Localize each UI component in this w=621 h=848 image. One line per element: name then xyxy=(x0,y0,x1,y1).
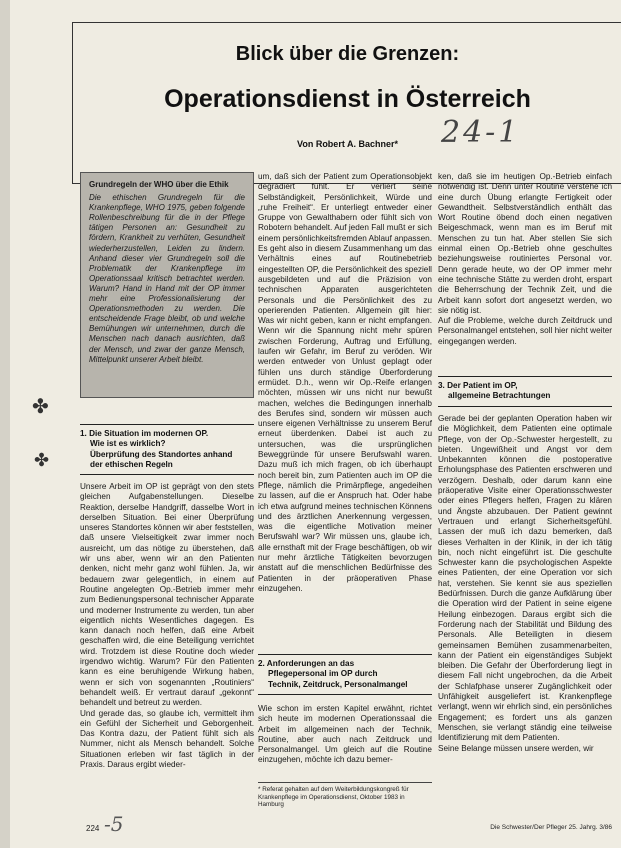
footnote: * Referat gehalten auf dem Weiterbildungskongreß für Krankenpflege im Operationsdienst, Oktober 1983 in Hamburg xyxy=(258,782,432,809)
column-3-body xyxy=(438,172,612,370)
section-heading-line: Überprüfung des Standortes anhand xyxy=(90,449,233,459)
box-text: Die ethischen Grundregeln für die Krankenpflege, WHO 1975, geben folgende Rollenbeschreibung für die in der Pflege tätigen Personen an: Gesundheit zu fördern, Krankheit zu verhüten, Gesundheit wiederherzustellen, Leiden zu lindern. Anhand dieser vier Grundregeln soll die Problematik der Krankenpflege im Operationssaal kritisch betrachtet werden. Warum? Hand in Hand mit der OP immer mehr eine Professionalisierung der Operationsmethoden zu werden. Die entscheidende Frage bleibt, ob und welche Bemühungen wir unternehmen, durch die Menschen nach danach ausrichten, daß der Mensch, und zwar der ganze Mensch, Mittelpunkt unserer Arbeit bleibt. xyxy=(89,193,245,364)
paragraph: Und gerade das, so glaube ich, vermittelt ihm ein Gefühl der Sicherheit und Geborgenheit. Das Kontra dazu, der Patient fühlt sich als Nummer, nicht als Mensch behandelt. Solche Situationen erleben wir fast täglich in der Praxis. Daraus ergibt wieder- xyxy=(80,708,254,770)
section-1-heading xyxy=(80,424,254,475)
handwritten-page-mark: -5 xyxy=(104,812,124,836)
section-heading-line: der ethischen Regeln xyxy=(90,459,173,469)
section-heading-line: allgemeine Betrachtungen xyxy=(448,391,551,401)
paragraph: Gerade bei der geplanten Operation haben wir die Möglichkeit, dem Patienten eine optimale Pflege, von der Op.-Schwester hergestellt, zu bieten. Ungewißheit und Angst vor dem Unbekannten können die postoperative Erholungsphase des Patienten erschweren und verzögern. Deshalb, oder darum kann eine präoperative Visite einer Operationsschwester oder eines Pflegers helfen, Fragen zu klären und Ängste abzubauen. Der Patient gewinnt Vertrauen und erlangt Sicherheitsgefühl. Lassen der muß ich dazu bemerken, daß dieses Verhalten in der Klinik, in der ich tätig bin, noch nicht eingeführt ist. Die geschulte Schwester kann die psychologischen Aspekte eines Patienten, der eine Operation vor sich hat, verstehen. Sie kennt sie aus speziellen Bedürfnissen. Durch die ganze Aufklärung über die Operation wird der Patient in seine eigene Heilung einbezogen. Daraus ergibt sich die Forderung nach der Stabilität und Bildung des Personals. Alle Beteiligten in diesem gemeinsamen Bemühen zusammenarbeiten, kann der Patient ein eigenständiges Subjekt bleiben. Die Gefahr der Überforderung liegt in diesem Fall nicht ungebrochen, da die Arbeit der Schlafphase unserer Zugänglichkeit oder Unfähigkeit ausgeliefert ist. Krankenpflege verlangt, wenn wir ehrlich sind, ein persönliches Engagement; es fordert uns als ganzen Menschen, sie verlangt ständig eine teilweise Identifizierung mit dem Patienten. xyxy=(438,414,612,743)
punch-hole-mark: ✤ xyxy=(32,396,49,418)
article-title: Operationsdienst in Österreich xyxy=(164,85,531,113)
column-1-body xyxy=(80,482,254,812)
section-heading-line: Technik, Zeitdruck, Personalmangel xyxy=(268,679,408,689)
paragraph-last-line: Seine Belange müssen unsere werden, wir xyxy=(438,743,594,753)
section-3-heading xyxy=(438,376,612,407)
article-kicker: Blick über die Grenzen: xyxy=(235,43,460,65)
section-heading-line: 1. Die Situation im modernen OP. xyxy=(80,429,209,438)
journal-footer: Die Schwester/Der Pfleger 25. Jahrg. 3/86 xyxy=(490,824,612,831)
box-heading: Grundregeln der WHO über die Ethik xyxy=(89,180,229,189)
section-heading-line: 3. Der Patient im OP, xyxy=(438,381,518,390)
section-heading-line: 2. Anforderungen an das xyxy=(258,659,355,668)
paragraph: Unsere Arbeit im OP ist geprägt von den stets gleichen Aufgabenstellungen. Dieselbe Reaktion, derselbe Handgriff, dasselbe Wort in derselben Situation. Bei einer Überprüfung unseres Standortes können wir aber feststellen, daß unsere Vielseitigkeit zwar immer noch ausreicht, um das nötige zu überstehen, daß wir uns aber, wenn wir an den Patienten denken, nicht mehr ganz wohl fühlen. Ja, wir bedauern zwar gelegentlich, in einem auf Routine angelegten Op.-Betrieb immer mehr zum Bedienungspersonal technischer Apparate und moderner Instrumente zu werden, tun aber eigentlich nichts Wesentliches dagegen. Es kann danach noch helfen, daß eine Arbeit geschaffen wird, die eine Beteiligung verrichtet wird. Trotzdem ist diese Routine doch wieder irgendwo wichtig. Warum? Für den Patienten kann es eine beruhigende Wirkung haben, wenn er sich von sogenannten „Routiniers“ behandelt weiß. Er vertraut darauf „gekonnt“ behandelt und betreut zu werden. xyxy=(80,482,254,708)
column-2-body xyxy=(258,172,432,648)
column-2-section-2-body xyxy=(258,704,432,778)
paragraph: um, daß sich der Patient zum Operationsobjekt degradiert fühlt. Er verliert seine Selbständigkeit, Persönlichkeit, Würde und „ruhe Freiheit“. Er unterliegt entweder einer Gruppe von Gewalthabern oder fühlt sich von Robotern behandelt. Auf jeden Fall mußt er sich einem persönlichkeitsfremden Ablauf anpassen. Es geht also in diesem Zusammenhang um das Verhältnis eines auf Routinebetrieb eingestellten OP, die Persönlichkeit des speziell ausgebildeten und auf die Präzision von technischen Apparaten ausgerichteten Personals und die Persönlichkeit des zu operierenden Patienten. Allgemein gilt hier: Was wir nicht geben, kann er nicht empfangen. Wenn wir die Spannung nicht mehr spüren zwischen Forderung, Auftrag und Erfüllung, laufen wir Gefahr, im Beruf zu veröden. Wir werden entweder von Unlust geplagt oder fühlen uns durch ständige Überforderung ermüdet. D.h., wenn wir Op.-Reife erlangen möchten, müssen wir uns nicht nur bewußt machen, welches die Bedingungen innerhalb des Berufes sind, sondern wir müssen auch unsere eigenen Verhältnisse zu unserem Beruf erneut überdenken. Dabei ist auch zu untersuchen, was die ursprünglichen Beweggründe für unsere Berufswahl waren. Dazu muß ich mich fragen, ob ich überhaupt noch bereit bin, zum Patienten auch im OP die Pflege, nämlich die Primärpflege, angedeihen zu lassen, auf die er Anspruch hat. Oder habe ich etwa aufgrund meines technischen Könnens und des ärztlichen Anerkennung vergessen, was die eigentliche Motivation meiner Berufswahl war? Wir müssen uns, glaube ich, alle ernsthaft mit der Frage beschäftigen, ob wir nur mehr ärztliche Tätigkeiten bevorzugen anstatt auf die menschlichen Bedürfnisse des Patienten in der präoperativen Phase einzugehen. xyxy=(258,172,432,593)
article-author: Von Robert A. Bachner* xyxy=(296,139,398,149)
section-heading-line: Wie ist es wirklich? xyxy=(90,439,166,449)
paragraph: ken, daß sie im heutigen Op.-Betrieb einfach notwendig ist. Denn unter Routine verstehe ich eine durch Übung erlangte Fertigkeit oder Gewandtheit. Selbstverständlich enthält das Wort Routine öbend doch einen negativen Beigeschmack, wenn man es im Beruf mit Menschen zu tun hat. Aber stellen Sie sich einmal einen Op.-Betrieb ohne geschultes beziehungsweise routiniertes Personal vor. Denn gerade heute, wo der OP immer mehr eine technische Stätte zu werden droht, erspart die Beherrschung der Technik Zeit, und die Arbeit kann sofort dort angesetzt werden, wo sie nötig ist. xyxy=(438,172,612,315)
section-heading-line: Pflegepersonal im OP durch xyxy=(268,669,378,679)
punch-hole-mark: ✤ xyxy=(34,450,50,470)
who-ethics-box xyxy=(80,172,254,398)
column-3-section-3-body xyxy=(438,414,612,810)
handwritten-annotation: 24-1 xyxy=(441,115,521,150)
section-2-heading xyxy=(258,654,432,695)
paragraph: Wie schon im ersten Kapitel erwähnt, richtet sich heute im modernen Operationssaal die Arbeit im allgemeinen nach der Technik, Routine, aber auch nach Zeitdruck und Personalmangel. Um gleich auf die Routine einzugehen, möchte ich dazu bemer- xyxy=(258,704,432,765)
article-header xyxy=(72,22,621,184)
page-number: 224 xyxy=(86,824,100,833)
paragraph: Auf die Probleme, welche durch Zeitdruck und Personalmangel entstehen, soll hier nicht weiter eingegangen werden. xyxy=(438,316,612,346)
